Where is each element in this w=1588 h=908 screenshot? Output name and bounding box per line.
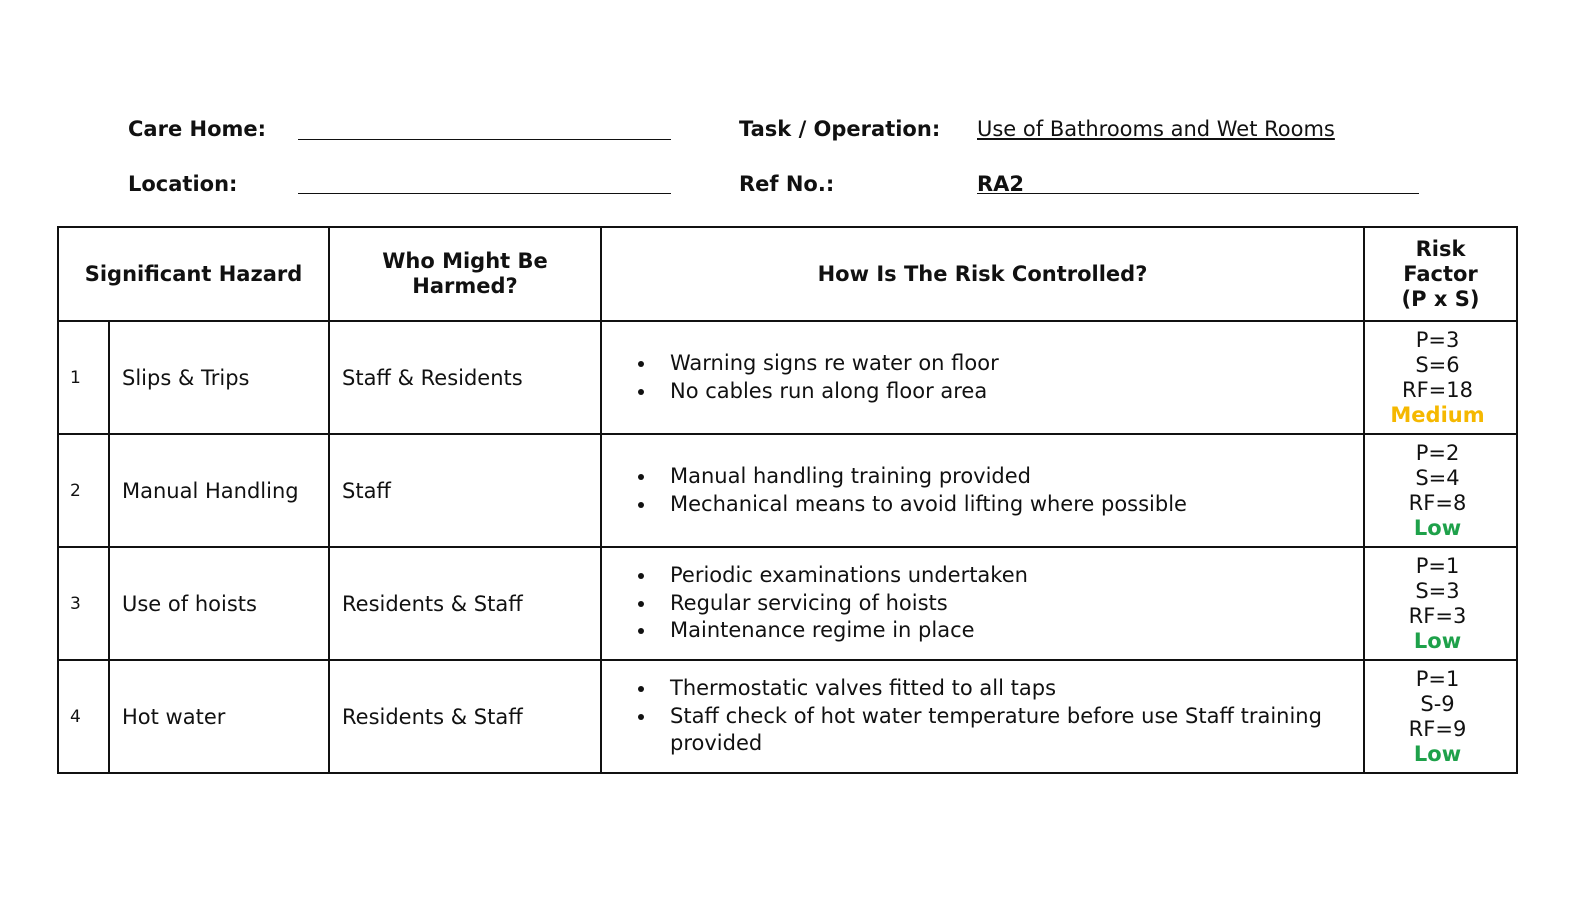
table-row	[58, 434, 1517, 547]
hazard-cell: Hot water	[109, 660, 329, 773]
risk-header-line2: Factor	[1403, 261, 1478, 286]
row-number: 3	[58, 547, 109, 660]
column-header-who: Who Might Be Harmed?	[329, 227, 601, 321]
risk-factor-cell	[1364, 434, 1517, 547]
who-cell: Staff	[329, 434, 601, 547]
risk-factor-cell	[1364, 660, 1517, 773]
control-item: No cables run along floor area	[670, 378, 1343, 406]
table-row	[58, 321, 1517, 434]
controls-list	[632, 675, 1343, 758]
risk-level-badge: Medium	[1390, 402, 1485, 427]
control-item: Thermostatic valves fitted to all taps	[670, 675, 1343, 703]
table-header-row	[58, 227, 1517, 321]
risk-factor-value: RF=9	[1408, 716, 1467, 741]
ref-no-field	[977, 193, 1419, 194]
controls-cell	[601, 660, 1364, 773]
risk-factor-value: RF=8	[1408, 490, 1467, 515]
row-number: 1	[58, 321, 109, 434]
risk-level-badge: Low	[1413, 741, 1462, 766]
who-cell: Residents & Staff	[329, 660, 601, 773]
risk-level-badge: Low	[1413, 515, 1462, 540]
risk-factor-cell	[1364, 547, 1517, 660]
control-item: Warning signs re water on floor	[670, 350, 1343, 378]
control-item: Maintenance regime in place	[670, 617, 1343, 645]
location-field[interactable]	[298, 193, 671, 194]
controls-list	[632, 463, 1343, 518]
column-header-how: How Is The Risk Controlled?	[601, 227, 1364, 321]
ref-no-label: Ref No.:	[739, 172, 835, 196]
task-operation-value: Use of Bathrooms and Wet Rooms	[977, 117, 1335, 141]
location-label: Location:	[128, 172, 238, 196]
who-cell: Residents & Staff	[329, 547, 601, 660]
risk-header-line1: Risk	[1415, 236, 1466, 261]
column-header-risk-factor	[1364, 227, 1517, 321]
ref-no-value: RA2	[977, 172, 1025, 196]
probability-value: P=1	[1415, 666, 1460, 691]
controls-cell	[601, 547, 1364, 660]
hazard-cell: Slips & Trips	[109, 321, 329, 434]
risk-factor-cell	[1364, 321, 1517, 434]
control-item: Staff check of hot water temperature before use Staff training provided	[670, 703, 1343, 758]
risk-factor-value: RF=3	[1408, 603, 1467, 628]
hazard-cell: Use of hoists	[109, 547, 329, 660]
probability-value: P=3	[1415, 327, 1460, 352]
risk-assessment-table	[57, 226, 1518, 774]
row-number: 4	[58, 660, 109, 773]
severity-value: S=3	[1415, 578, 1460, 603]
probability-value: P=1	[1415, 553, 1460, 578]
severity-value: S-9	[1420, 691, 1455, 716]
control-item: Regular servicing of hoists	[670, 590, 1343, 618]
column-header-hazard: Significant Hazard	[58, 227, 329, 321]
risk-level-badge: Low	[1413, 628, 1462, 653]
controls-cell	[601, 434, 1364, 547]
table-row	[58, 660, 1517, 773]
table-row	[58, 547, 1517, 660]
controls-list	[632, 350, 1343, 405]
task-operation-label: Task / Operation:	[739, 117, 941, 141]
row-number: 2	[58, 434, 109, 547]
control-item: Mechanical means to avoid lifting where possible	[670, 491, 1343, 519]
probability-value: P=2	[1415, 440, 1460, 465]
risk-header-line3: (P x S)	[1401, 286, 1480, 311]
hazard-cell: Manual Handling	[109, 434, 329, 547]
controls-cell	[601, 321, 1364, 434]
risk-factor-value: RF=18	[1402, 377, 1473, 402]
control-item: Manual handling training provided	[670, 463, 1343, 491]
severity-value: S=6	[1415, 352, 1460, 377]
control-item: Periodic examinations undertaken	[670, 562, 1343, 590]
care-home-field[interactable]	[298, 139, 671, 140]
severity-value: S=4	[1415, 465, 1460, 490]
who-cell: Staff & Residents	[329, 321, 601, 434]
controls-list	[632, 562, 1343, 645]
care-home-label: Care Home:	[128, 117, 267, 141]
